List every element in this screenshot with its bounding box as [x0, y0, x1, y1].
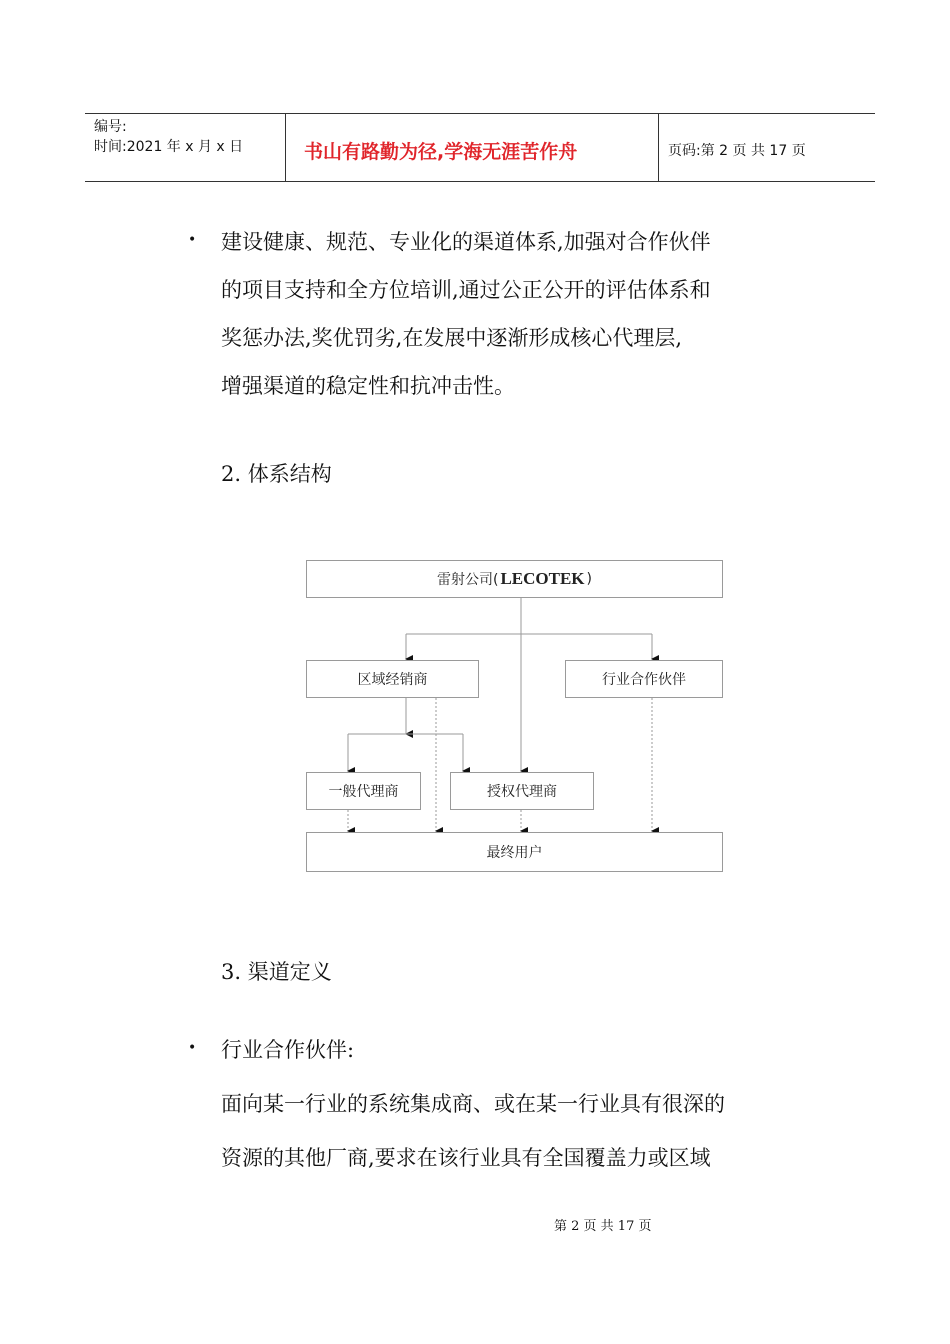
- footer-page-number: 第 2 页 共 17 页: [554, 1219, 652, 1234]
- paragraph-line: 面向某一行业的系统集成商、或在某一行业具有很深的: [221, 1092, 725, 1116]
- node-general-agent: [306, 772, 421, 810]
- node-industry-partner: [565, 660, 723, 698]
- node-regional-dealer-label: 区域经销商: [357, 672, 428, 688]
- header-page-info: 页码:第 2 页 共 17 页: [668, 143, 806, 159]
- paragraph-line: 资源的其他厂商,要求在该行业具有全国覆盖力或区域: [221, 1146, 711, 1170]
- paragraph-line: 的项目支持和全方位培训,通过公正公开的评估体系和: [221, 278, 711, 302]
- node-company-prefix: 雷射公司(: [436, 572, 499, 588]
- header-number-label: 编号:: [94, 119, 127, 135]
- node-company-name: LECOTEK: [500, 569, 585, 588]
- node-general-agent-label: 一般代理商: [328, 784, 399, 800]
- node-end-user: [306, 832, 723, 872]
- bullet-marker-2: •: [188, 1040, 197, 1056]
- paragraph-line: 增强渠道的稳定性和抗冲击性。: [221, 374, 515, 398]
- section-heading-structure: 2. 体系结构: [221, 462, 332, 486]
- paragraph-title: 行业合作伙伴:: [221, 1038, 355, 1062]
- node-authorized-agent: [450, 772, 594, 810]
- section-heading-definition: 3. 渠道定义: [221, 960, 332, 984]
- node-company: [306, 560, 723, 598]
- header-motto: 书山有路勤为径,学海无涯苦作舟: [304, 141, 578, 163]
- node-end-user-label: 最终用户: [486, 845, 543, 861]
- paragraph-industry-partner: [221, 1026, 821, 1182]
- header-time-label: 时间:2021 年 x 月 x 日: [94, 139, 244, 155]
- bullet-marker-1: •: [188, 232, 197, 248]
- node-authorized-agent-label: 授权代理商: [487, 784, 557, 800]
- node-industry-partner-label: 行业合作伙伴: [602, 672, 686, 688]
- paragraph-line: 奖惩办法,奖优罚劣,在发展中逐渐形成核心代理层,: [221, 326, 683, 350]
- paragraph-line: 建设健康、规范、专业化的渠道体系,加强对合作伙伴: [221, 230, 711, 254]
- node-company-suffix: ): [586, 571, 593, 587]
- node-regional-dealer: [306, 660, 479, 698]
